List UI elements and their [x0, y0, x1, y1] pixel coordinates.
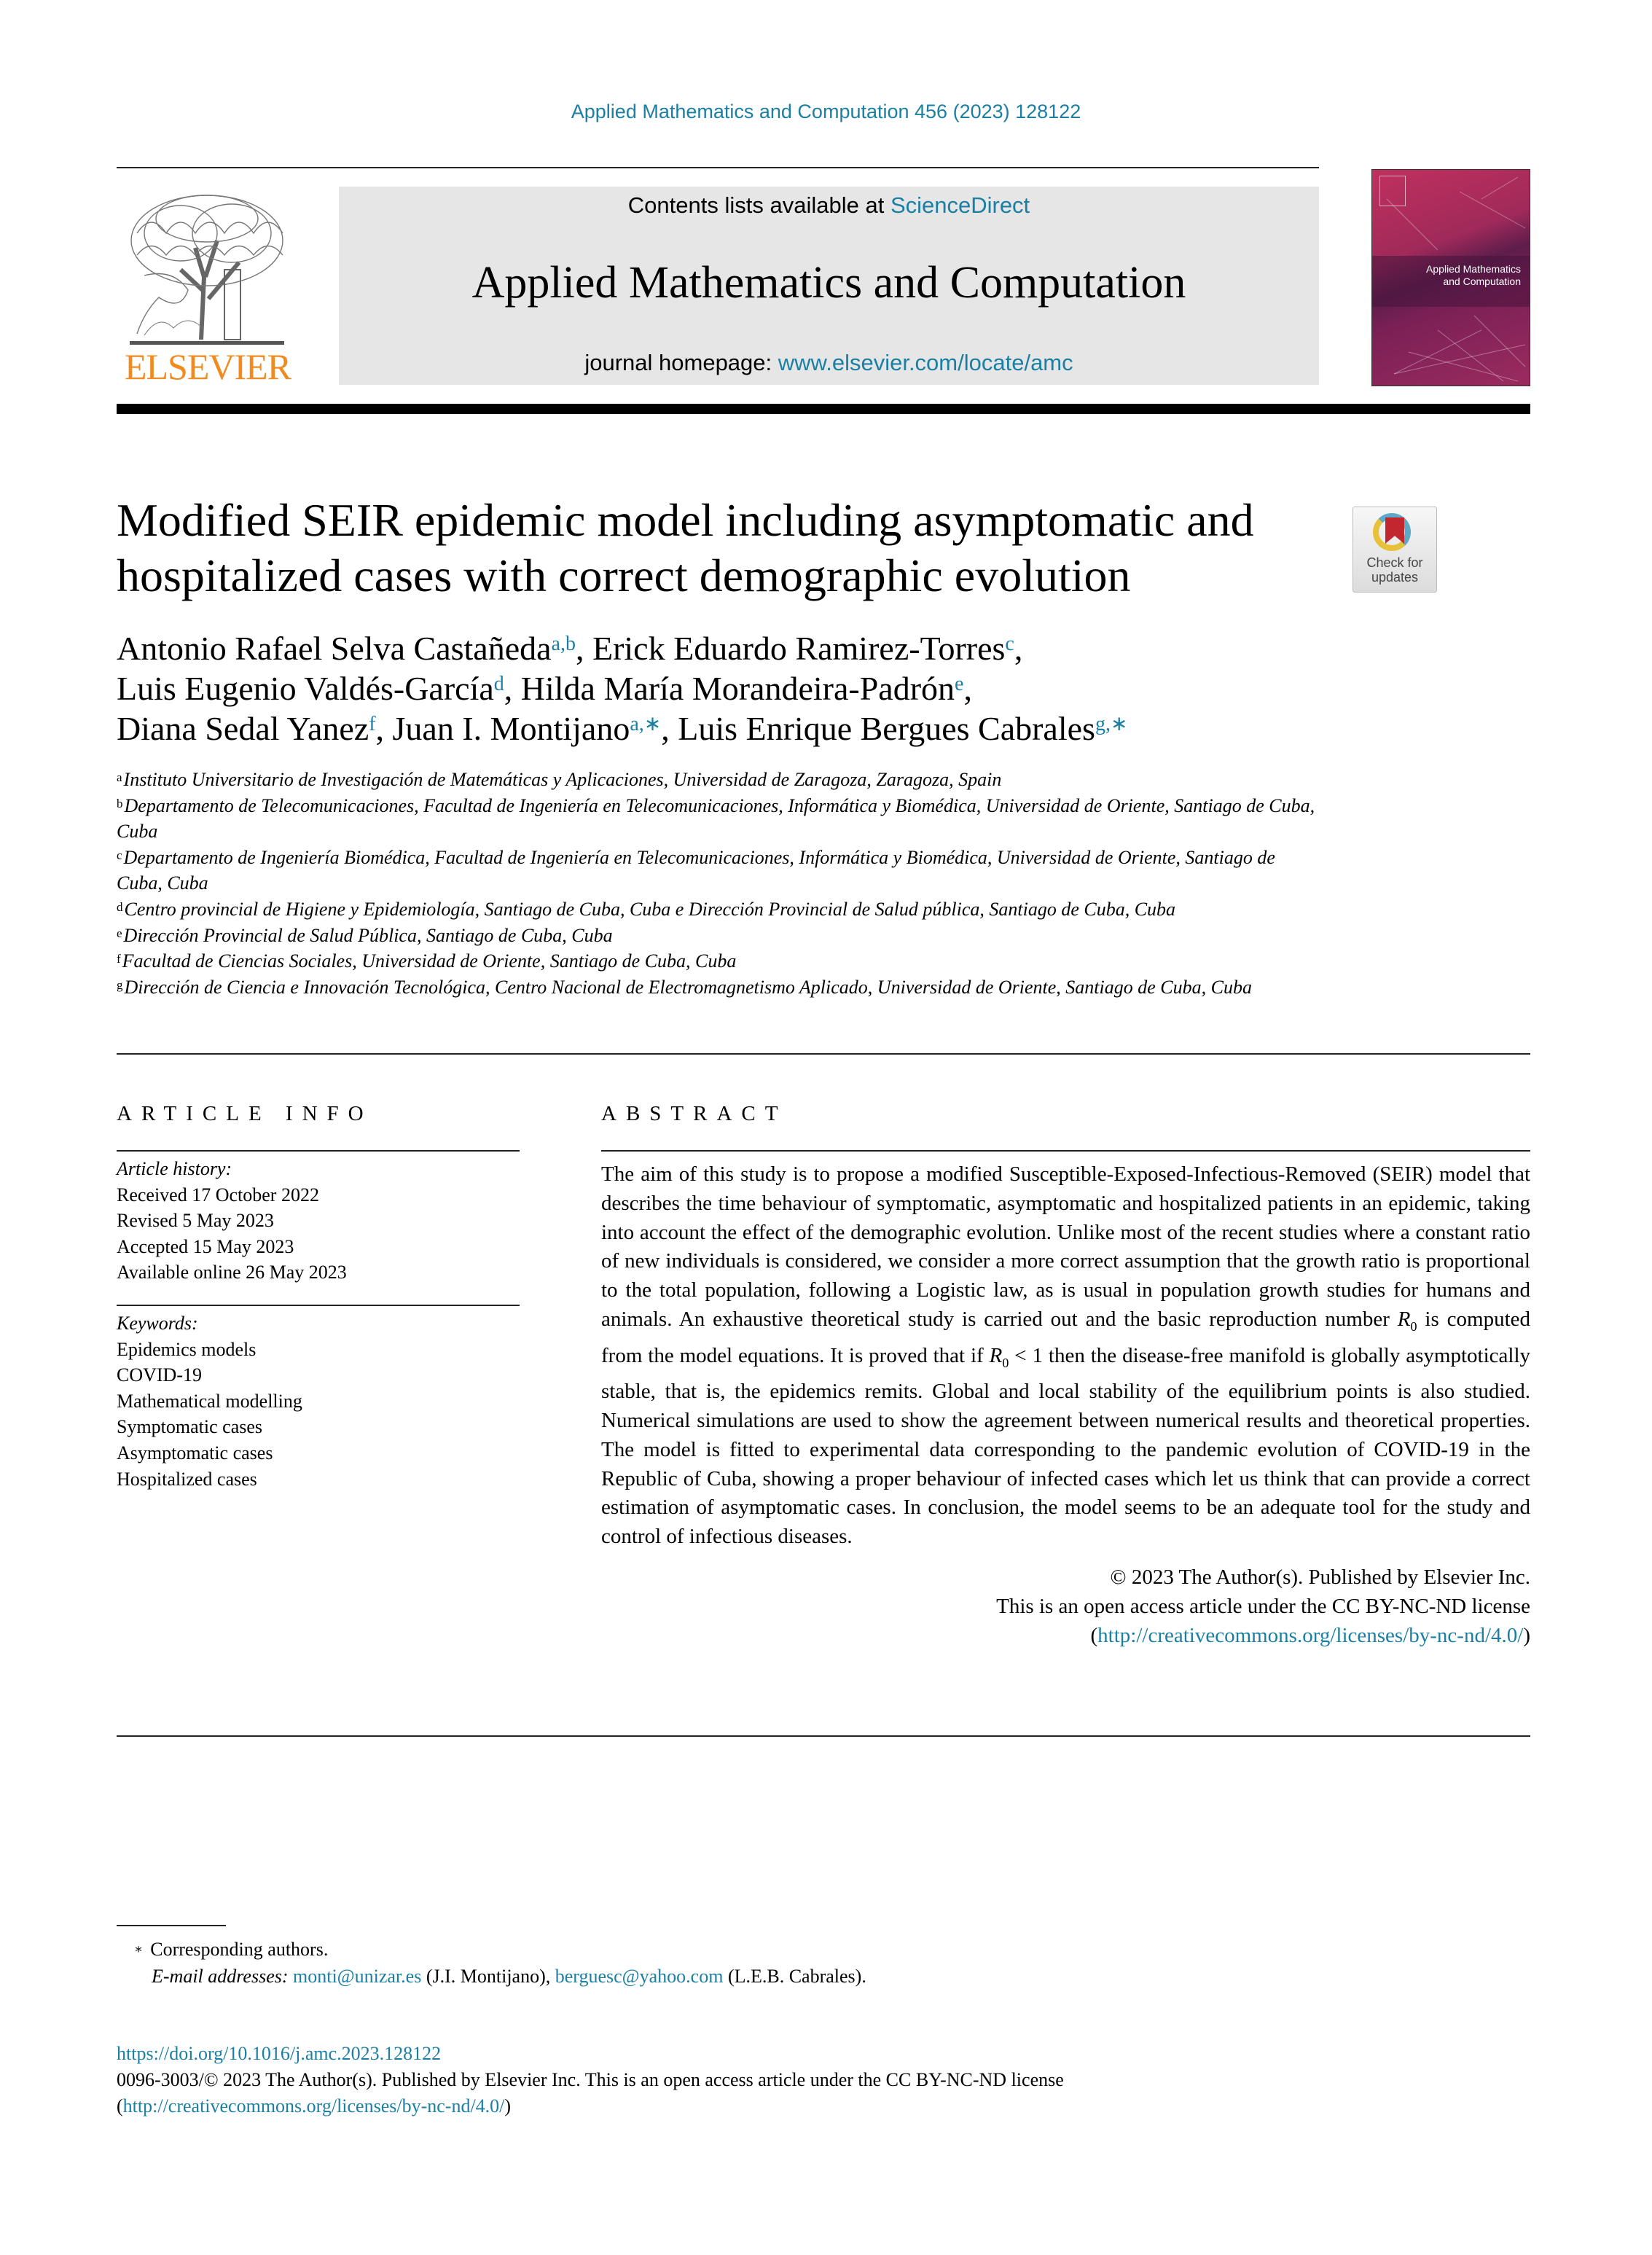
affiliation-key: g [117, 977, 123, 992]
author-affiliation-link[interactable]: a,∗ [630, 713, 662, 735]
contents-line [339, 191, 1319, 220]
history-revised: Revised 5 May 2023 [117, 1210, 274, 1232]
abstract-body [601, 1150, 1530, 1552]
affiliation-list [117, 767, 1319, 1000]
contents-prefix: Contents lists available at [627, 192, 890, 218]
author-affiliation-link[interactable]: e [955, 673, 964, 695]
abstract-bottom-rule [117, 1735, 1530, 1737]
author-name[interactable]: Antonio Rafael Selva Castañeda [117, 630, 552, 667]
check-for-updates-badge[interactable] [1352, 507, 1437, 593]
page-bottom-info [117, 2041, 1538, 2119]
paren-open: ( [117, 2095, 123, 2117]
author-name[interactable]: Hilda María Morandeira-Padrón [520, 670, 955, 707]
journal-cover-image[interactable] [1371, 169, 1530, 386]
license-line: This is an open access article under the CC BY-NC-ND license [996, 1594, 1530, 1618]
affiliation-text: Instituto Universitario de Investigación de Matemáticas y Aplicaciones, Universidad de Zaragoza, Zaragoza, Spain [123, 769, 1002, 790]
email-footnote [117, 1963, 1428, 1990]
affiliation-text: Departamento de Telecomunicaciones, Facultad de Ingeniería en Telecomunicaciones, Informática y Biomédica, Universidad de Oriente, Santiago de Cuba, Cuba [117, 794, 1315, 843]
cover-title-line2: and Computation [1443, 275, 1521, 287]
title-line1: Modified SEIR epidemic model including asymptomatic and [117, 494, 1254, 546]
badge-line2: updates [1371, 570, 1419, 585]
keyword-item: Hospitalized cases [117, 1468, 257, 1490]
author-list [117, 628, 1428, 749]
abstract-heading: ABSTRACT [601, 1102, 788, 1125]
author-name[interactable]: Erick Eduardo Ramirez-Torres [592, 630, 1006, 667]
article-title [117, 493, 1312, 603]
affiliation-text: Facultad de Ciencias Sociales, Universidad de Oriente, Santiago de Cuba, Cuba [122, 950, 737, 972]
affiliation-item [117, 845, 1319, 896]
journal-homepage-link[interactable]: www.elsevier.com/locate/amc [778, 350, 1073, 375]
abstract-panel [601, 1150, 1530, 1650]
bottom-cc-license-link[interactable]: http://creativecommons.org/licenses/by-nc-nd/4.0/ [122, 2095, 505, 2117]
affiliation-key: f [117, 952, 121, 966]
article-history-label: Article history: [117, 1158, 232, 1179]
footnote-rule [117, 1925, 226, 1926]
badge-line1: Check for [1366, 555, 1423, 570]
history-received: Received 17 October 2022 [117, 1184, 319, 1205]
sciencedirect-link[interactable]: ScienceDirect [890, 192, 1030, 218]
abstract-text-part2: is computed from the model equations. It is proved that if [601, 1307, 1531, 1367]
email-owner: (L.E.B. Cabrales). [723, 1966, 866, 1987]
affiliation-text: Centro provincial de Higiene y Epidemiología, Santiago de Cuba, Cuba e Dirección Provincial de Salud pública, Santiago de Cuba, Cuba [124, 898, 1176, 920]
abstract-copyright [601, 1563, 1530, 1650]
paren-close: ) [1523, 1623, 1530, 1647]
journal-citation-link[interactable]: Applied Mathematics and Computation 456 (2023) 128122 [571, 101, 1081, 122]
author-line-1 [117, 628, 1428, 668]
title-line2: hospitalized cases with correct demographic evolution [117, 550, 1131, 601]
author-separator: , [375, 710, 393, 747]
affiliation-text: Dirección de Ciencia e Innovación Tecnológica, Centro Nacional de Electromagnetismo Aplicado, Universidad de Oriente, Santiago de Cuba, Cuba [124, 976, 1252, 998]
affiliation-text: Dirección Provincial de Salud Pública, Santiago de Cuba, Cuba [123, 924, 613, 946]
journal-name: Applied Mathematics and Computation [471, 258, 1186, 308]
abstract-text-part3: < 1 then the disease-free manifold is globally asymptotically stable, that is, the epidemics remits. Global and local stability of the equilibrium points is also studied. Numerical simulations are used to show the agreement between numerical results and theoretical properties. The model is fitted to experimental data corresponding to the pandemic evolution of COVID-19 in the Republic of Cuba, showing a proper behaviour of infected cases which let us think that can provide a correct estimation of asymptomatic cases. In conclusion, the model seems to be an adequate tool for the study and control of infectious diseases. [601, 1343, 1530, 1549]
affiliation-item [117, 767, 1319, 793]
email-link-cabrales[interactable]: berguesc@yahoo.com [555, 1966, 724, 1987]
r0-symbol: R [1397, 1307, 1411, 1331]
masthead-thick-rule [117, 404, 1530, 414]
history-online: Available online 26 May 2023 [117, 1262, 347, 1283]
paren-close: ) [504, 2095, 512, 2117]
keywords [117, 1305, 520, 1492]
email-owner: (J.I. Montijano), [421, 1966, 555, 1987]
asterisk-mark: ∗ [134, 1942, 144, 1956]
elsevier-logo[interactable] [117, 187, 299, 385]
keyword-item: Asymptomatic cases [117, 1442, 273, 1463]
homepage-prefix: journal homepage: [584, 350, 778, 375]
license-link-line [601, 1622, 1530, 1651]
author-affiliation-link[interactable]: d [493, 673, 504, 695]
keywords-label: Keywords: [117, 1312, 198, 1334]
author-name[interactable]: Luis Eugenio Valdés-García [117, 670, 494, 707]
elsevier-wordmark: ELSEVIER [124, 346, 291, 387]
affiliation-key: b [117, 796, 123, 810]
author-name[interactable]: Juan I. Montijano [392, 710, 630, 747]
paren-open: ( [1090, 1623, 1098, 1647]
author-affiliation-link[interactable]: a,b [551, 633, 576, 655]
email-label: E-mail addresses: [152, 1966, 289, 1987]
article-history [117, 1150, 520, 1286]
keyword-item: Symptomatic cases [117, 1416, 263, 1438]
affiliation-item [117, 793, 1319, 845]
author-separator: , [575, 630, 592, 667]
author-line-3 [117, 708, 1428, 749]
affiliation-key: e [117, 926, 122, 940]
author-name[interactable]: Diana Sedal Yanez [117, 710, 369, 747]
author-affiliation-link[interactable]: g,∗ [1095, 713, 1128, 735]
author-separator: , [661, 710, 678, 747]
corresponding-text: Corresponding authors. [150, 1939, 329, 1960]
history-accepted: Accepted 15 May 2023 [117, 1235, 294, 1257]
author-separator: , [1014, 630, 1023, 667]
author-name[interactable]: Luis Enrique Bergues Cabrales [678, 710, 1095, 747]
homepage-line [339, 348, 1319, 378]
affiliation-item [117, 923, 1319, 949]
affiliation-item [117, 974, 1319, 1001]
keyword-item: Mathematical modelling [117, 1390, 302, 1412]
keyword-item: COVID-19 [117, 1364, 202, 1386]
affiliation-text: Departamento de Ingeniería Biomédica, Facultad de Ingeniería en Telecomunicaciones, Informática y Biomédica, Universidad de Oriente, Santiago de Cuba, Cuba [117, 846, 1275, 894]
badge-text [1353, 555, 1436, 585]
affiliation-item [117, 948, 1319, 974]
bottom-license-line [117, 2093, 1538, 2119]
author-affiliation-link[interactable]: f [369, 713, 376, 735]
footnotes [117, 1936, 1428, 1990]
abstract-text-part1: The aim of this study is to propose a modified Susceptible-Exposed-Infectious-Removed (SEIR) model that describes the time behaviour of symptomatic, asymptomatic and hospitalized patients in an epidemic, taking into account the effect of the demographic evolution. Unlike most of the recent studies where a constant ratio of new individuals is considered, we consider a more correct assumption that the growth ratio is proportional to the total population, following a Logistic law, as is usual in population growth studies for humans and animals. An exhaustive theoretical study is carried out and the basic reproduction number [601, 1162, 1530, 1331]
cover-title [1426, 263, 1521, 288]
affiliation-key: a [117, 770, 122, 784]
article-info-heading: ARTICLE INFO [117, 1102, 373, 1125]
r0-symbol: R [989, 1343, 1003, 1367]
copyright-line: © 2023 The Author(s). Published by Elsevier Inc. [1110, 1565, 1530, 1589]
issn-line: 0096-3003/© 2023 The Author(s). Published by Elsevier Inc. This is an open access article under the CC BY-NC-ND license [117, 2069, 1064, 2090]
cover-title-line1: Applied Mathematics [1426, 263, 1521, 275]
cc-license-link[interactable]: http://creativecommons.org/licenses/by-nc-nd/4.0/ [1097, 1623, 1524, 1647]
corresponding-footnote [117, 1936, 1428, 1963]
author-line-2 [117, 668, 1428, 708]
journal-masthead [339, 187, 1319, 385]
section-divider-rule [117, 1053, 1530, 1055]
author-separator: , [504, 670, 521, 707]
author-separator: , [963, 670, 972, 707]
elsevier-tree-icon [122, 189, 291, 348]
r0-subscript: 0 [1410, 1318, 1417, 1334]
r0-subscript: 0 [1002, 1355, 1009, 1370]
doi-link[interactable]: https://doi.org/10.1016/j.amc.2023.128122 [117, 2043, 442, 2064]
email-link-montijano[interactable]: monti@unizar.es [293, 1966, 422, 1987]
author-affiliation-link[interactable]: c [1005, 633, 1014, 655]
affiliation-key: c [117, 848, 122, 862]
keyword-item: Epidemics models [117, 1338, 257, 1360]
affiliation-item [117, 896, 1319, 923]
header-rule [117, 167, 1319, 168]
affiliation-key: d [117, 899, 123, 914]
article-info-panel [117, 1150, 520, 1492]
